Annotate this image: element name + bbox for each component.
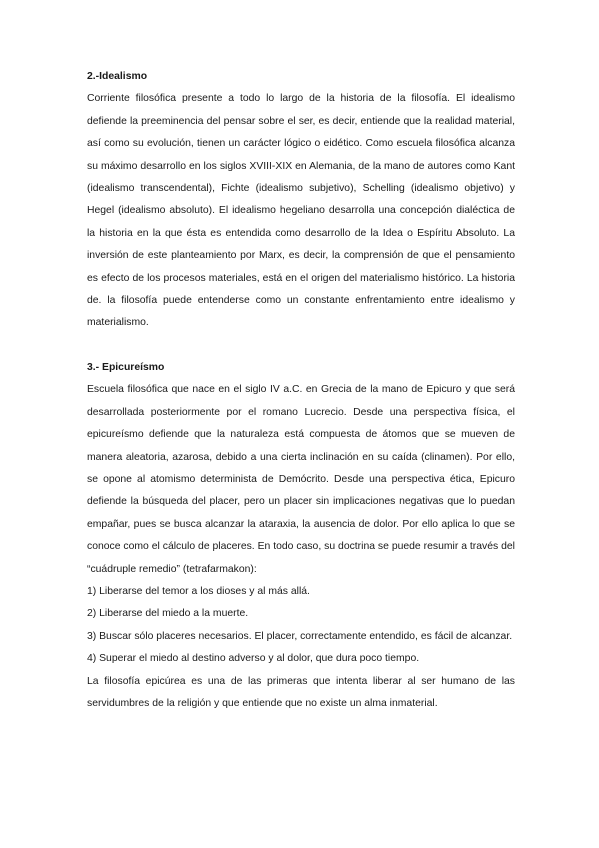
list-item: 2) Liberarse del miedo a la muerte. [87, 608, 249, 620]
section-heading: 2.-Idealismo [87, 71, 148, 82]
section-epicureismo [87, 357, 515, 716]
section-paragraph: La filosofía epicúrea es una de las primeras que intenta liberar al ser humano de las servidumbres de la religión y que entiende que no existe un alma inmaterial. [87, 675, 515, 709]
section-idealismo [87, 66, 515, 335]
section-spacer [87, 335, 515, 357]
list-item: 1) Liberarse del temor a los dioses y al más allá. [87, 585, 310, 597]
list-item: 3) Buscar sólo placeres necesarios. El placer, correctamente entendido, es fácil de alcanzar. [87, 630, 513, 642]
section-paragraph: Escuela filosófica que nace en el siglo IV a.C. en Grecia de la mano de Epicuro y que será desarrollada posteriormente por el romano Lucrecio. Desde una perspectiva física, el epicureísmo defiende que la naturaleza está compuesta de átomos que se mueven de manera aleatoria, azarosa, debido a una cierta inclinación en su caída (clinamen). Por ello, se opone al atomismo determinista de Demócrito. Desde una perspectiva ética, Epicuro defiende la búsqueda del placer, pero un placer sin implicaciones negativas que lo puedan empañar, pues se busca alcanzar la ataraxia, la ausencia de dolor. Por ello aplica lo que se conoce como el cálculo de placeres. En todo caso, su doctrina se puede resumir a través del “cuádruple remedio” (tetrafarmakon): [87, 384, 515, 575]
list-item: 4) Superar el miedo al destino adverso y al dolor, que dura poco tiempo. [87, 653, 420, 665]
section-heading: 3.- Epicureísmo [87, 361, 165, 373]
section-paragraph: Corriente filosófica presente a todo lo largo de la historia de la filosofía. El idealismo defiende la preeminencia del pensar sobre el ser, es decir, entiende que la realidad material, así como su evolución, tienen un carácter lógico o eidético. Como escuela filosófica alcanza su máximo desarrollo en los siglos XVIII-XIX en Alemania, de la mano de autores como Kant (idealismo transcendental), Fichte (idealismo subjetivo), Schelling (idealismo objetivo) y Hegel (idealismo absoluto). El idealismo hegeliano desarrolla una concepción dialéctica de la historia en la que ésta es entendida como desarrollo de la Idea o Espíritu Absoluto. La inversión de este planteamiento por Marx, es decir, la comprensión de que el pensamiento es efecto de los procesos materiales, está en el origen del materialismo histórico. La historia de. la filosofía puede entenderse como un constante enfrentamiento entre idealismo y materialismo. [87, 93, 515, 329]
document-content [87, 66, 515, 715]
